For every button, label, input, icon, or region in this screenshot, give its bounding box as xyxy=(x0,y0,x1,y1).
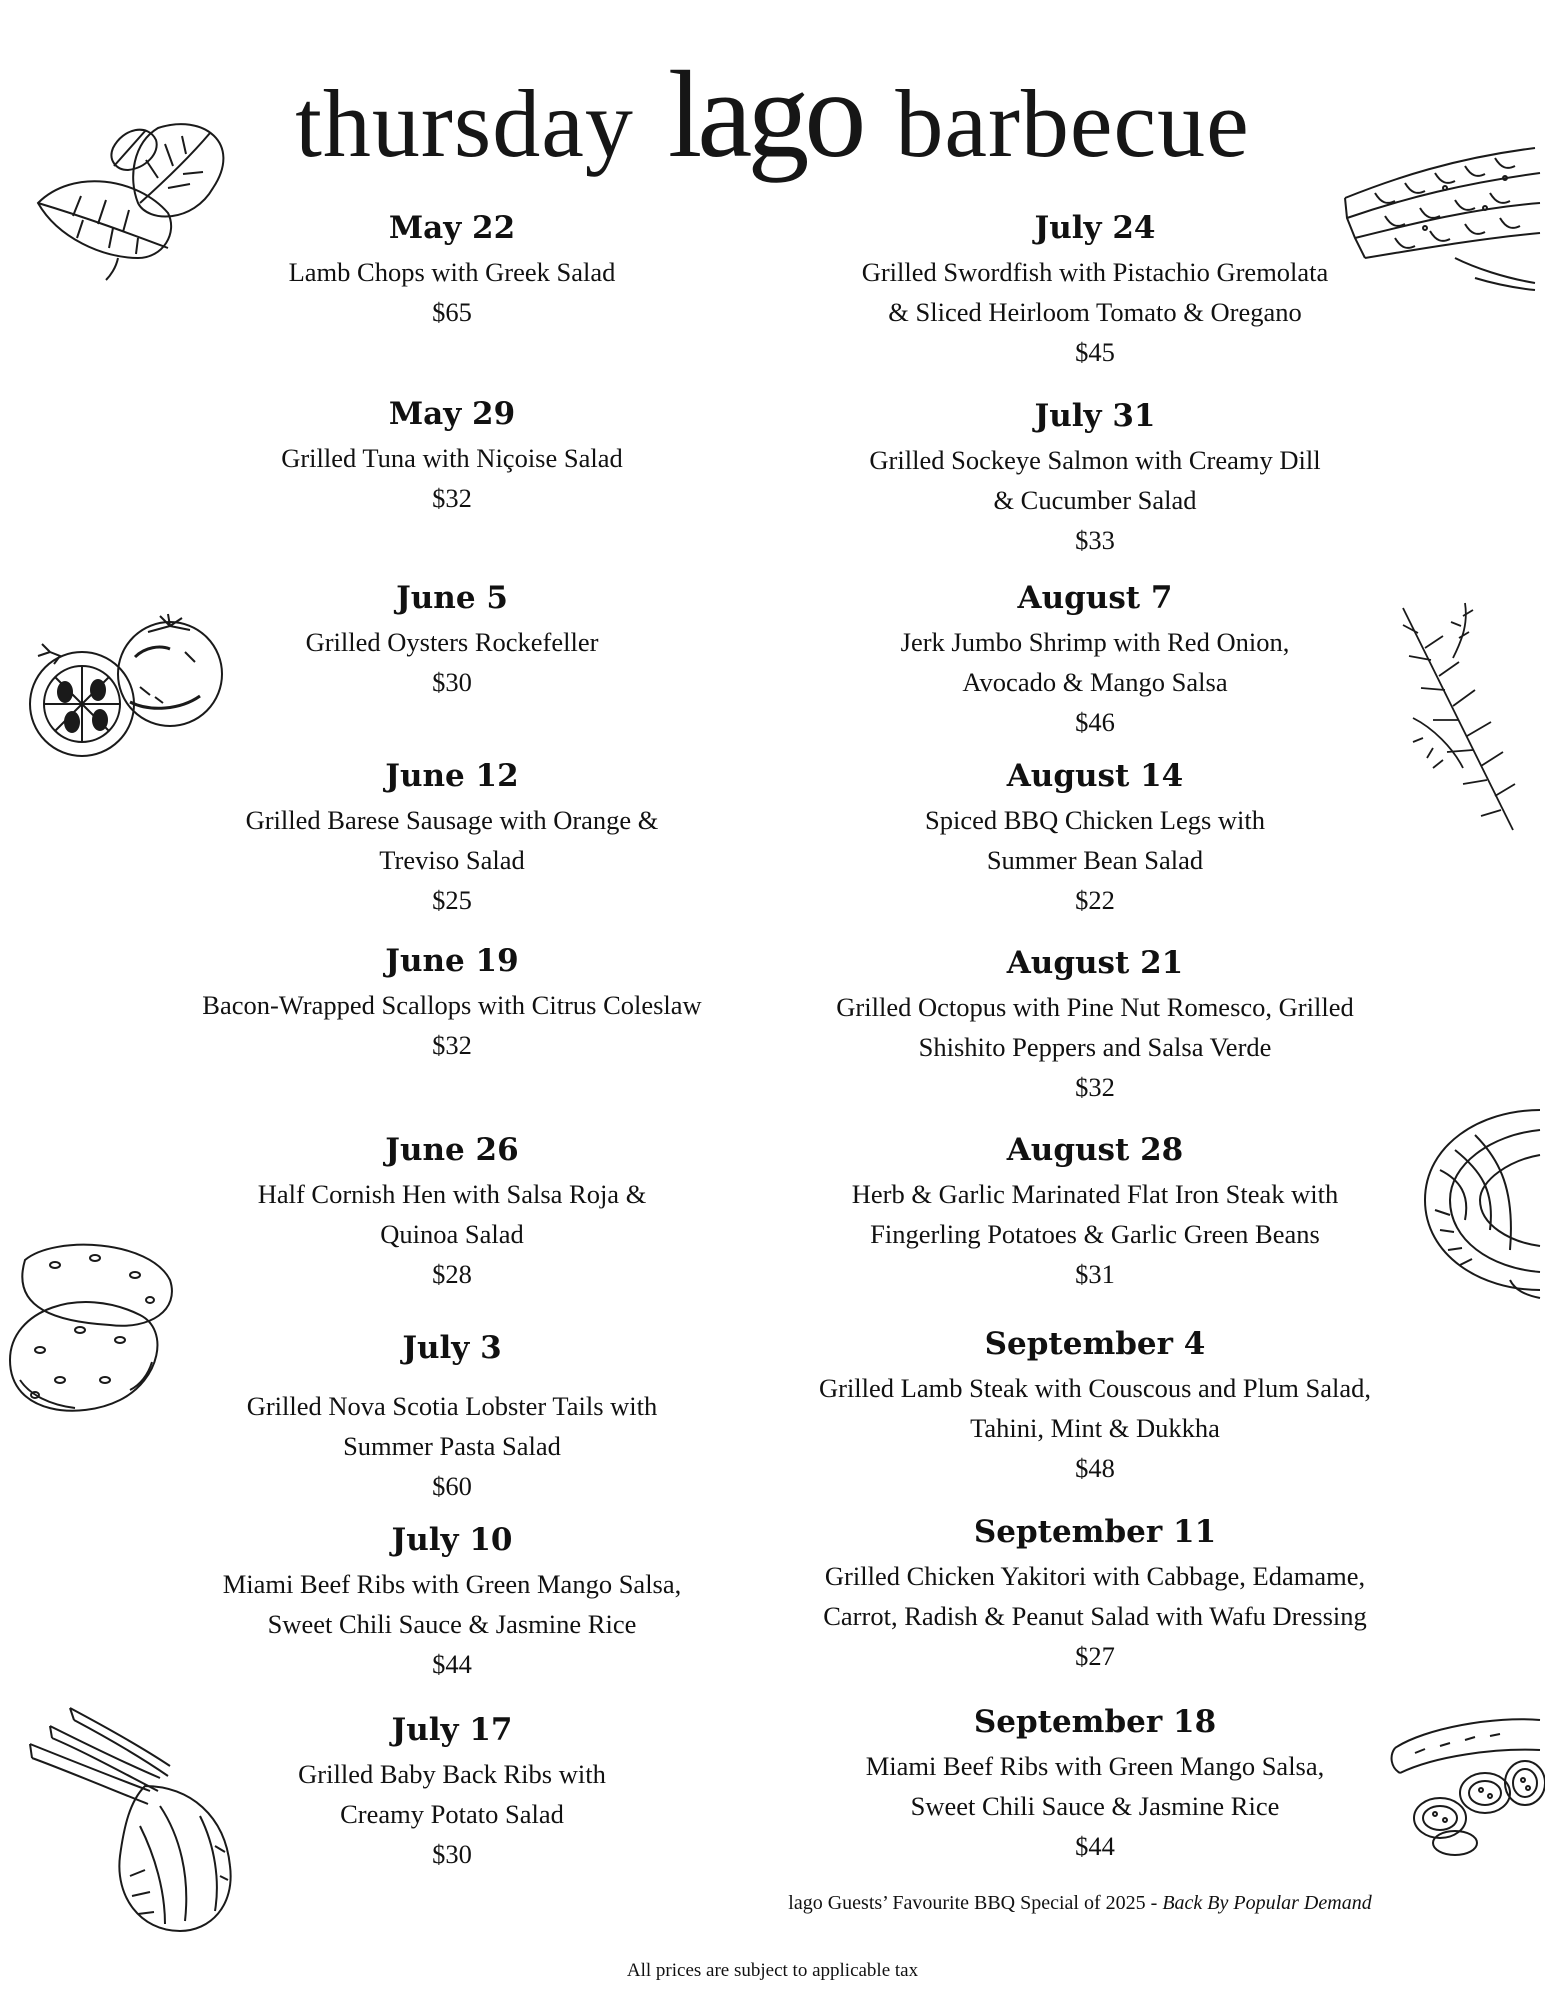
menu-entry-july-24 xyxy=(770,210,1420,372)
entry-date: June 19 xyxy=(385,943,519,979)
brand-logo: lago xyxy=(667,46,862,183)
menu-entry-september-18 xyxy=(770,1704,1420,1866)
entry-date: June 26 xyxy=(385,1132,519,1168)
entry-dish-line: Herb & Garlic Marinated Flat Iron Steak with xyxy=(851,1179,1339,1209)
entry-price: $22 xyxy=(1075,885,1115,915)
entry-dish-line: Grilled Tuna with Niçoise Salad xyxy=(281,443,623,473)
entry-dish-line: Creamy Potato Salad xyxy=(340,1799,564,1829)
title-barbecue: barbecue xyxy=(895,70,1250,177)
entry-dish-line: Sweet Chili Sauce & Jasmine Rice xyxy=(267,1609,637,1639)
menu-entry-july-10 xyxy=(132,1522,772,1684)
entry-dish-line: Half Cornish Hen with Salsa Roja & xyxy=(257,1179,647,1209)
entry-dish-line: Grilled Nova Scotia Lobster Tails with xyxy=(246,1391,658,1421)
asparagus-icon xyxy=(1335,138,1545,308)
entry-price: $31 xyxy=(1075,1259,1115,1289)
entry-dish-line: Jerk Jumbo Shrimp with Red Onion, xyxy=(900,627,1290,657)
entry-dish-line: Miami Beef Ribs with Green Mango Salsa, xyxy=(865,1751,1325,1781)
title-thursday: thursday xyxy=(295,70,634,177)
entry-date: August 14 xyxy=(1006,758,1184,794)
entry-dish-line: Miami Beef Ribs with Green Mango Salsa, xyxy=(222,1569,682,1599)
cabbage-icon xyxy=(1420,1100,1545,1300)
entry-price: $32 xyxy=(432,483,472,513)
entry-dish-line: & Sliced Heirloom Tomato & Oregano xyxy=(888,297,1302,327)
entry-dish-line: Sweet Chili Sauce & Jasmine Rice xyxy=(910,1791,1280,1821)
entry-date: May 29 xyxy=(388,396,516,432)
menu-entry-may-29 xyxy=(132,396,772,518)
entry-dish-line: Grilled Barese Sausage with Orange & xyxy=(245,805,659,835)
entry-date: August 7 xyxy=(1017,580,1173,616)
entry-date: July 31 xyxy=(1034,398,1156,434)
entry-date: September 11 xyxy=(973,1514,1217,1550)
entry-price: $45 xyxy=(1075,337,1115,367)
cucumber-icon xyxy=(1385,1708,1545,1858)
entry-dish-line: Summer Bean Salad xyxy=(986,845,1204,875)
entry-price: $33 xyxy=(1075,525,1115,555)
entry-date: September 4 xyxy=(984,1326,1206,1362)
entry-date: July 3 xyxy=(402,1330,502,1366)
entry-dish-line: Grilled Swordfish with Pistachio Gremolata xyxy=(861,257,1329,287)
entry-dish-line: Spiced BBQ Chicken Legs with xyxy=(924,805,1266,835)
note-emphasis: Back By Popular Demand xyxy=(1162,1892,1372,1914)
tomatoes-icon xyxy=(20,612,240,762)
entry-price: $27 xyxy=(1075,1641,1115,1671)
menu-entry-august-28 xyxy=(770,1132,1420,1294)
fennel-icon xyxy=(20,1696,250,1936)
entry-dish-line: Carrot, Radish & Peanut Salad with Wafu Dressing xyxy=(823,1601,1367,1631)
entry-dish-line: Lamb Chops with Greek Salad xyxy=(288,257,616,287)
entry-dish-line: Fingerling Potatoes & Garlic Green Beans xyxy=(870,1219,1320,1249)
entry-price: $44 xyxy=(432,1649,472,1679)
note-text: lago Guests’ Favourite BBQ Special of 2025 - xyxy=(788,1892,1163,1914)
entry-dish-line: Grilled Lamb Steak with Couscous and Plum Salad, xyxy=(818,1373,1372,1403)
entry-date: June 12 xyxy=(385,758,519,794)
entry-dish-line: Shishito Peppers and Salsa Verde xyxy=(918,1032,1272,1062)
entry-price: $32 xyxy=(1075,1072,1115,1102)
favourite-special-note xyxy=(745,1892,1415,1915)
entry-dish-line: Grilled Sockeye Salmon with Creamy Dill xyxy=(869,445,1321,475)
entry-price: $46 xyxy=(1075,707,1115,737)
entry-price: $25 xyxy=(432,885,472,915)
basil-leaves-icon xyxy=(28,108,238,283)
entry-price: $30 xyxy=(432,1839,472,1869)
entry-price: $60 xyxy=(432,1471,472,1501)
entry-dish-line: Grilled Chicken Yakitori with Cabbage, Edamame, xyxy=(824,1561,1366,1591)
menu-entry-august-7 xyxy=(770,580,1420,742)
entry-dish-line: Quinoa Salad xyxy=(380,1219,524,1249)
entry-date: June 5 xyxy=(396,580,508,616)
entry-dish-line: Grilled Oysters Rockefeller xyxy=(305,627,599,657)
tax-disclaimer: All prices are subject to applicable tax xyxy=(626,1960,919,1981)
entry-price: $28 xyxy=(432,1259,472,1289)
entry-dish-line: Grilled Baby Back Ribs with xyxy=(298,1759,606,1789)
potatoes-icon xyxy=(0,1230,180,1430)
entry-price: $44 xyxy=(1075,1831,1115,1861)
menu-entry-august-14 xyxy=(770,758,1420,920)
entry-dish-line: Bacon-Wrapped Scallops with Citrus Coleslaw xyxy=(202,990,702,1020)
entry-price: $65 xyxy=(432,297,472,327)
entry-dish-line: Grilled Octopus with Pine Nut Romesco, Grilled xyxy=(836,992,1354,1022)
entry-date: July 17 xyxy=(391,1712,513,1748)
menu-entry-september-11 xyxy=(770,1514,1420,1676)
menu-entry-july-31 xyxy=(770,398,1420,560)
entry-date: July 10 xyxy=(391,1522,513,1558)
entry-date: September 18 xyxy=(973,1704,1217,1740)
entry-price: $48 xyxy=(1075,1453,1115,1483)
entry-price: $30 xyxy=(432,667,472,697)
rosemary-icon xyxy=(1393,598,1523,838)
entry-dish-line: Summer Pasta Salad xyxy=(343,1431,561,1461)
menu-entry-june-12 xyxy=(132,758,772,920)
menu-entry-september-4 xyxy=(770,1326,1420,1488)
entry-date: August 28 xyxy=(1006,1132,1184,1168)
entry-dish-line: & Cucumber Salad xyxy=(993,485,1197,515)
entry-date: May 22 xyxy=(388,210,516,246)
entry-dish-line: Avocado & Mango Salsa xyxy=(962,667,1228,697)
entry-dish-line: Tahini, Mint & Dukkha xyxy=(970,1413,1220,1443)
menu-entry-june-26 xyxy=(132,1132,772,1294)
entry-date: July 24 xyxy=(1034,210,1156,246)
menu-entry-july-3 xyxy=(132,1330,772,1506)
menu-entry-august-21 xyxy=(770,945,1420,1107)
entry-dish-line: Treviso Salad xyxy=(379,845,525,875)
menu-entry-june-19 xyxy=(132,943,772,1065)
entry-price: $32 xyxy=(432,1030,472,1060)
entry-date: August 21 xyxy=(1006,945,1184,981)
